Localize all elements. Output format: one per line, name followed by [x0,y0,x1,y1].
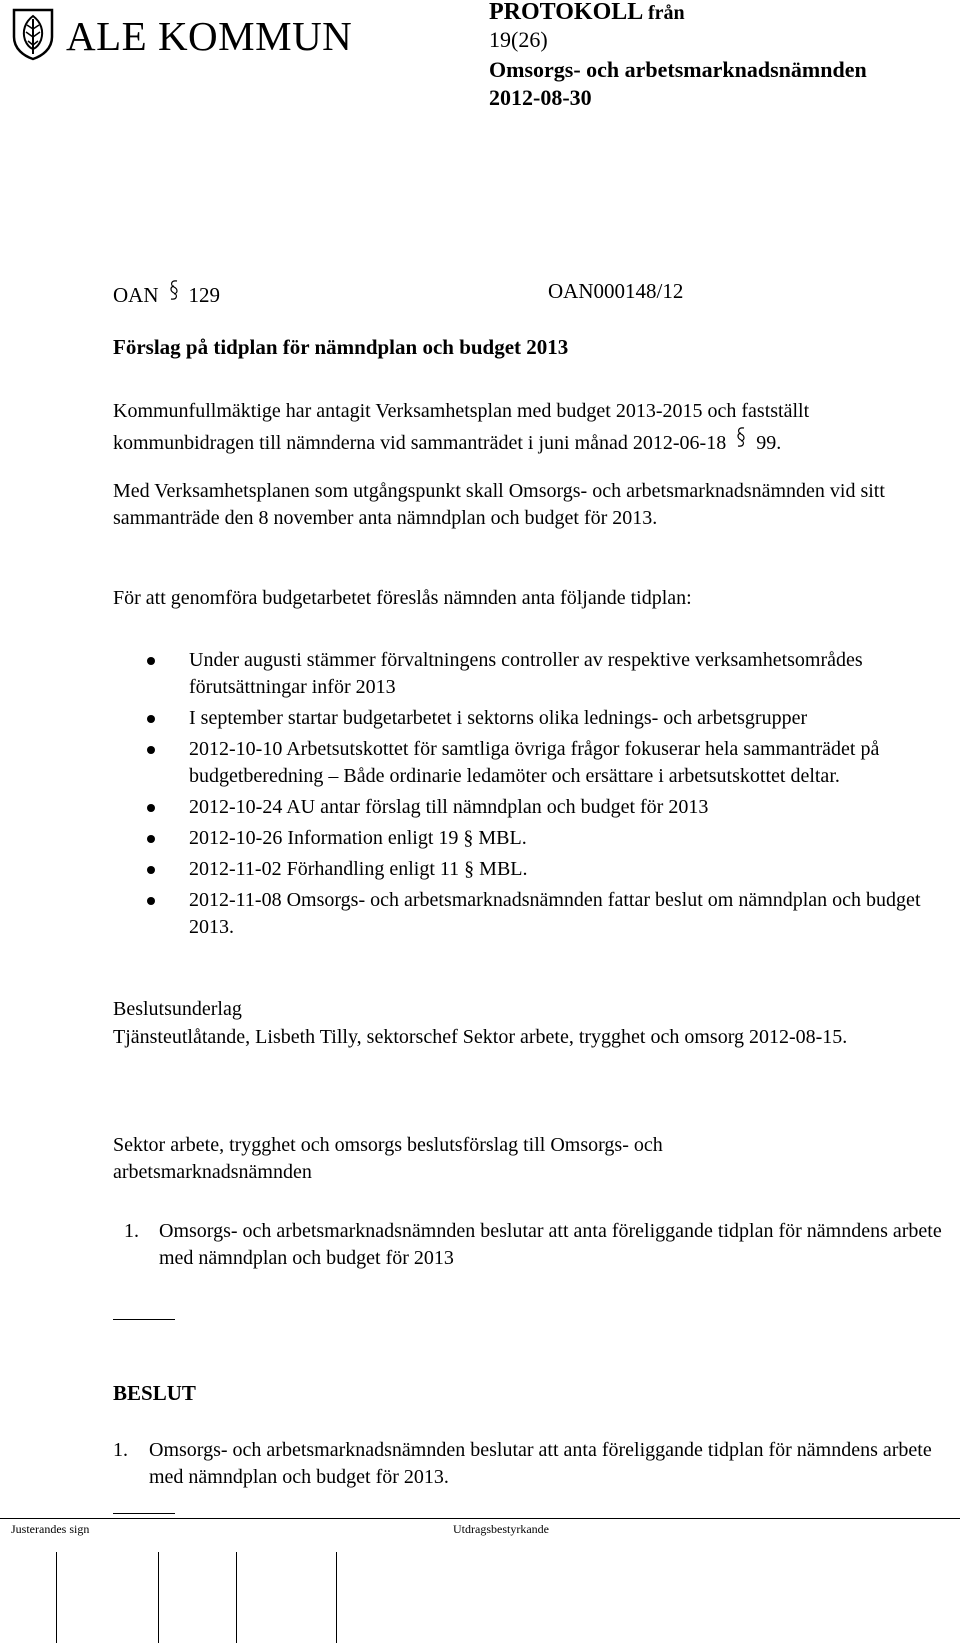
bullet-icon [147,804,155,812]
municipality-name: ALE KOMMUN [66,13,353,59]
basis-heading: Beslutsunderlag [113,998,242,1020]
paragraph-2: Med Verksamhetsplanen som utgångspunkt skall Omsorgs- och arbetsmarknadsnämnden vid sitt sammanträde den 8 november anta nämndplan och budget för 2013. [113,480,885,529]
bullet-icon [147,657,155,665]
list-item-text: Under augusti stämmer förvaltningens controller av respektive verksamhetsområdes förutsättningar inför 2013 [189,649,863,698]
timeline-list [137,647,947,945]
ale-kommun-logo-icon [11,7,55,61]
proposal-text: Omsorgs- och arbetsmarknadsnämnden beslutar att anta föreliggande tidplan för nämndens arbete med nämndplan och budget för 2013 [159,1220,942,1269]
footer-top-border [0,1518,960,1519]
bullet-icon [147,835,155,843]
list-item [137,887,947,941]
certification-label: Utdragsbestyrkande [453,1522,549,1536]
protocol-heading [489,0,685,28]
paragraph-1-line-2 [113,425,943,457]
bullet-icon [147,746,155,754]
signature-label: Justerandes sign [11,1522,90,1536]
section-sign-icon [734,425,748,449]
bullet-icon [147,715,155,723]
signature-column-divider [236,1552,237,1643]
list-item [137,736,947,790]
decision-heading: BESLUT [113,1381,196,1405]
paragraph-1 [113,398,943,457]
list-item [137,647,947,701]
case-id: OAN000148/12 [548,279,684,303]
paragraph-1-reference: 99. [756,432,782,454]
signature-column-divider [56,1552,57,1643]
timeline-intro: För att genomföra budgetarbetet föreslås nämnden anta följande tidplan: [113,587,692,609]
case-prefix: OAN [113,283,159,307]
basis-text: Tjänsteutlåtande, Lisbeth Tilly, sektorschef Sektor arbete, trygghet och omsorg 2012-08-15. [113,1026,848,1048]
proposal-number: 1. [124,1220,139,1242]
list-item-text: 2012-11-08 Omsorgs- och arbetsmarknadsnämnden fattar beslut om nämndplan och budget 2013. [189,889,921,938]
list-item-text: 2012-10-10 Arbetsutskottet för samtliga övriga frågor fokuserar hela sammanträdet på budgetberedning – Både ordinarie ledamöter och ersättare i arbetsutskottet deltar. [189,738,880,787]
committee-name: Omsorgs- och arbetsmarknadsnämnden [489,57,867,82]
separator-line [113,1513,175,1514]
separator-line [113,1319,175,1320]
decision-number: 1. [113,1439,128,1461]
case-number [113,278,220,309]
case-number-value: 129 [188,283,220,307]
protocol-label: PROTOKOLL [489,0,642,25]
bullet-icon [147,866,155,874]
decision-text: Omsorgs- och arbetsmarknadsnämnden beslutar att anta föreliggande tidplan för nämndens arbete med nämndplan och budget för 2013. [149,1439,932,1488]
list-item [137,825,947,852]
paragraph-1-line-2-text: kommunbidragen till nämnderna vid sammanträdet i juni månad 2012-06-18 [113,432,727,454]
list-item-text: 2012-10-24 AU antar förslag till nämndplan och budget för 2013 [189,796,709,818]
list-item-text: 2012-11-02 Förhandling enligt 11 § MBL. [189,858,528,880]
page-number: 19(26) [489,27,548,52]
list-item [137,856,947,883]
proposal-heading: Sektor arbete, trygghet och omsorgs beslutsförslag till Omsorgs- och arbetsmarknadsnämnden [113,1134,663,1183]
list-item-text: 2012-10-26 Information enligt 19 § MBL. [189,827,527,849]
list-item-text: I september startar budgetarbetet i sektorns olika lednings- och arbetsgrupper [189,707,808,729]
signature-column-divider [158,1552,159,1643]
protocol-from: från [647,2,685,24]
meeting-date: 2012-08-30 [489,85,592,110]
case-title: Förslag på tidplan för nämndplan och budget 2013 [113,335,569,359]
paragraph-1-line-1: Kommunfullmäktige har antagit Verksamhetsplan med budget 2013-2015 och fastställt [113,400,810,422]
signature-column-divider [336,1552,337,1643]
list-item [137,794,947,821]
list-item [137,705,947,732]
section-sign-icon [167,278,181,302]
bullet-icon [147,897,155,905]
